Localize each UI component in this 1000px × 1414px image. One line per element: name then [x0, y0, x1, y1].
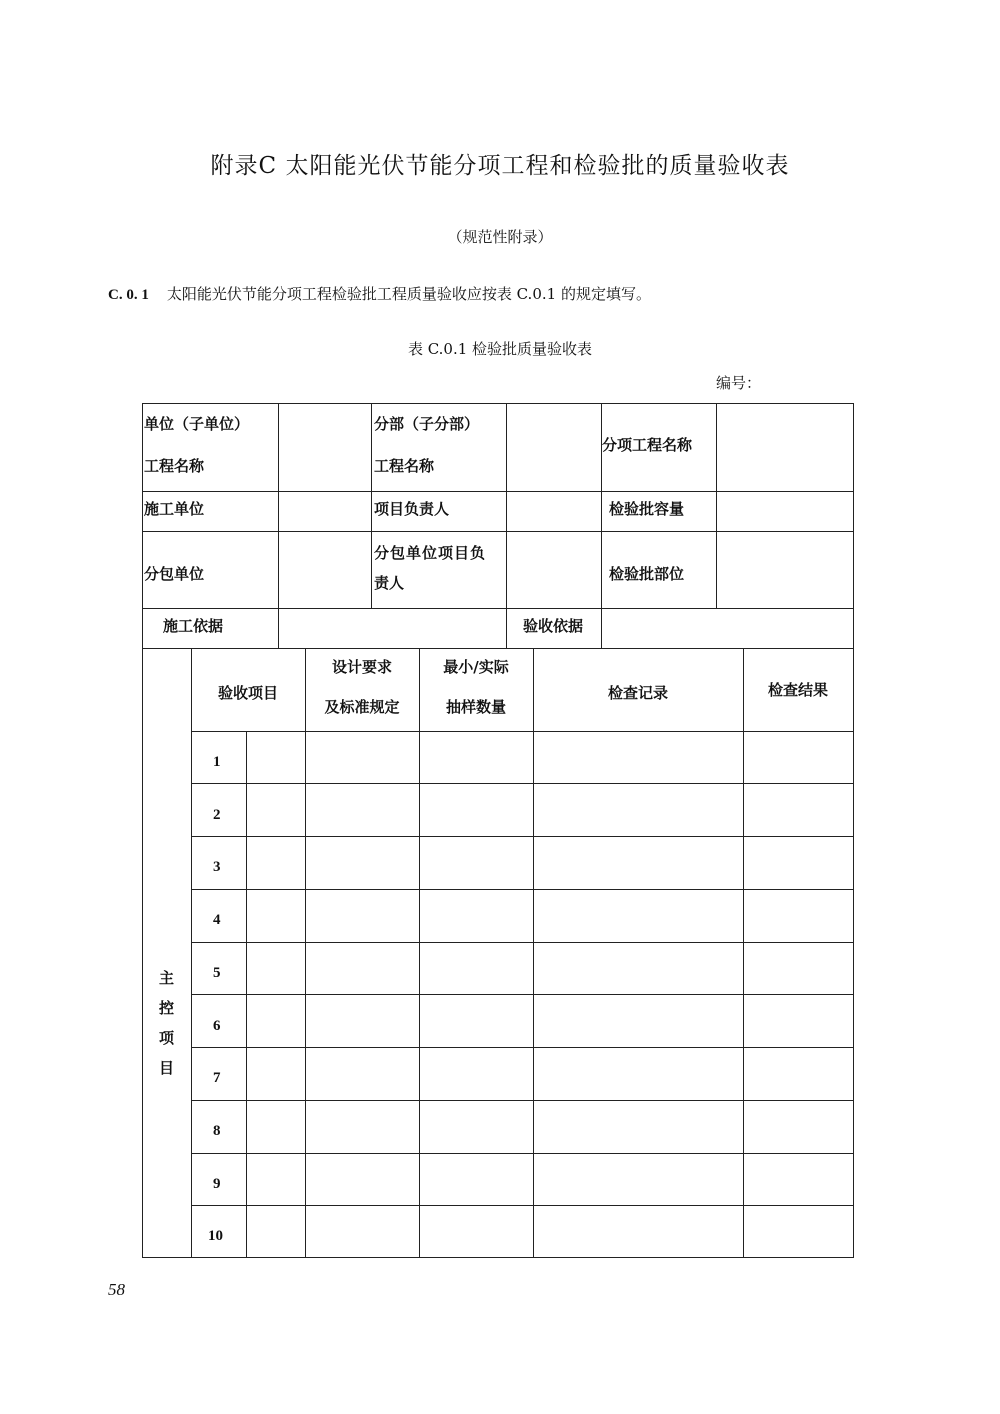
subcontractor-label: 分包单位 — [144, 565, 205, 583]
serial-number-label: 编号： — [716, 374, 762, 392]
division-name-label-line1: 分部（子分部） — [374, 415, 480, 433]
col-header-record: 检查记录 — [607, 684, 668, 702]
row-number: 9 — [213, 1176, 221, 1192]
subcontractor-leader-label — [374, 544, 486, 592]
table-line — [191, 994, 854, 995]
batch-capacity-label: 检验批容量 — [609, 500, 685, 518]
col-header-design-line2: 及标准规定 — [324, 698, 400, 716]
subcontractor-leader-line2: 责人 — [374, 574, 405, 592]
table-line — [191, 942, 854, 943]
row-number: 2 — [213, 807, 221, 823]
main-control-label — [159, 963, 174, 1083]
unit-name-label-line1: 单位（子单位） — [144, 415, 250, 433]
row-number: 7 — [213, 1070, 221, 1086]
table-line — [142, 648, 854, 649]
appendix-title: 附录C 太阳能光伏节能分项工程和检验批的质量验收表 — [210, 153, 790, 179]
acceptance-basis-label: 验收依据 — [523, 617, 584, 635]
table-caption: 表 C.0.1 检验批质量验收表 — [407, 340, 593, 358]
appendix-subtitle: （规范性附录） — [447, 228, 553, 246]
contractor-label: 施工单位 — [144, 500, 205, 518]
row-number: 5 — [213, 965, 221, 981]
unit-name-label-line2: 工程名称 — [144, 457, 205, 475]
construction-basis-label: 施工依据 — [163, 617, 224, 635]
table-line — [853, 403, 854, 1258]
table-line — [191, 731, 854, 732]
table-line — [191, 1100, 854, 1101]
table-line — [506, 403, 507, 649]
table-line — [142, 403, 854, 404]
table-line — [419, 648, 420, 1258]
project-leader-label: 项目负责人 — [374, 500, 450, 518]
row-number: 1 — [213, 754, 221, 770]
col-header-design — [305, 658, 419, 716]
col-header-sample-line1: 最小/实际 — [443, 658, 509, 676]
row-number: 3 — [213, 859, 221, 875]
division-name-label — [374, 415, 479, 475]
main-control-char: 控 — [159, 999, 175, 1017]
subcontractor-leader-line1: 分包单位项目负 — [374, 544, 487, 562]
table-line — [743, 648, 744, 1258]
page-number: 58 — [108, 1280, 125, 1299]
table-line — [191, 1153, 854, 1154]
table-line — [533, 648, 534, 1258]
table-line — [142, 608, 854, 609]
table-line — [191, 783, 854, 784]
row-number: 6 — [213, 1018, 221, 1034]
clause-c01 — [108, 283, 651, 304]
table-line — [191, 1047, 854, 1048]
clause-number: C. 0. 1 — [108, 287, 149, 303]
row-number: 4 — [213, 912, 221, 928]
main-control-char: 主 — [159, 969, 175, 987]
table-line — [142, 531, 854, 532]
main-control-char: 项 — [159, 1029, 175, 1047]
table-line — [142, 491, 854, 492]
table-line — [142, 403, 143, 1258]
table-line — [191, 836, 854, 837]
table-line — [371, 403, 372, 609]
table-line — [191, 889, 854, 890]
col-header-sample-line2: 抽样数量 — [445, 698, 506, 716]
batch-location-label: 检验批部位 — [609, 565, 685, 583]
clause-text: 太阳能光伏节能分项工程检验批工程质量验收应按表 C.0.1 的规定填写。 — [166, 285, 651, 303]
col-header-design-line1: 设计要求 — [331, 658, 392, 676]
table-line — [191, 1205, 854, 1206]
subitem-name-label: 分项工程名称 — [602, 436, 693, 454]
table-line — [305, 648, 306, 1258]
col-header-result: 检查结果 — [767, 681, 828, 699]
row-number: 10 — [208, 1228, 223, 1244]
table-line — [716, 403, 717, 609]
table-line — [191, 648, 192, 1258]
table-line — [142, 1257, 854, 1258]
division-name-label-line2: 工程名称 — [374, 457, 435, 475]
row-number: 8 — [213, 1123, 221, 1139]
col-header-sample — [419, 658, 533, 716]
col-header-item: 验收项目 — [217, 684, 278, 702]
table-line — [246, 731, 247, 1258]
main-control-char: 目 — [159, 1059, 175, 1077]
table-line — [278, 403, 279, 649]
unit-name-label — [144, 415, 249, 475]
